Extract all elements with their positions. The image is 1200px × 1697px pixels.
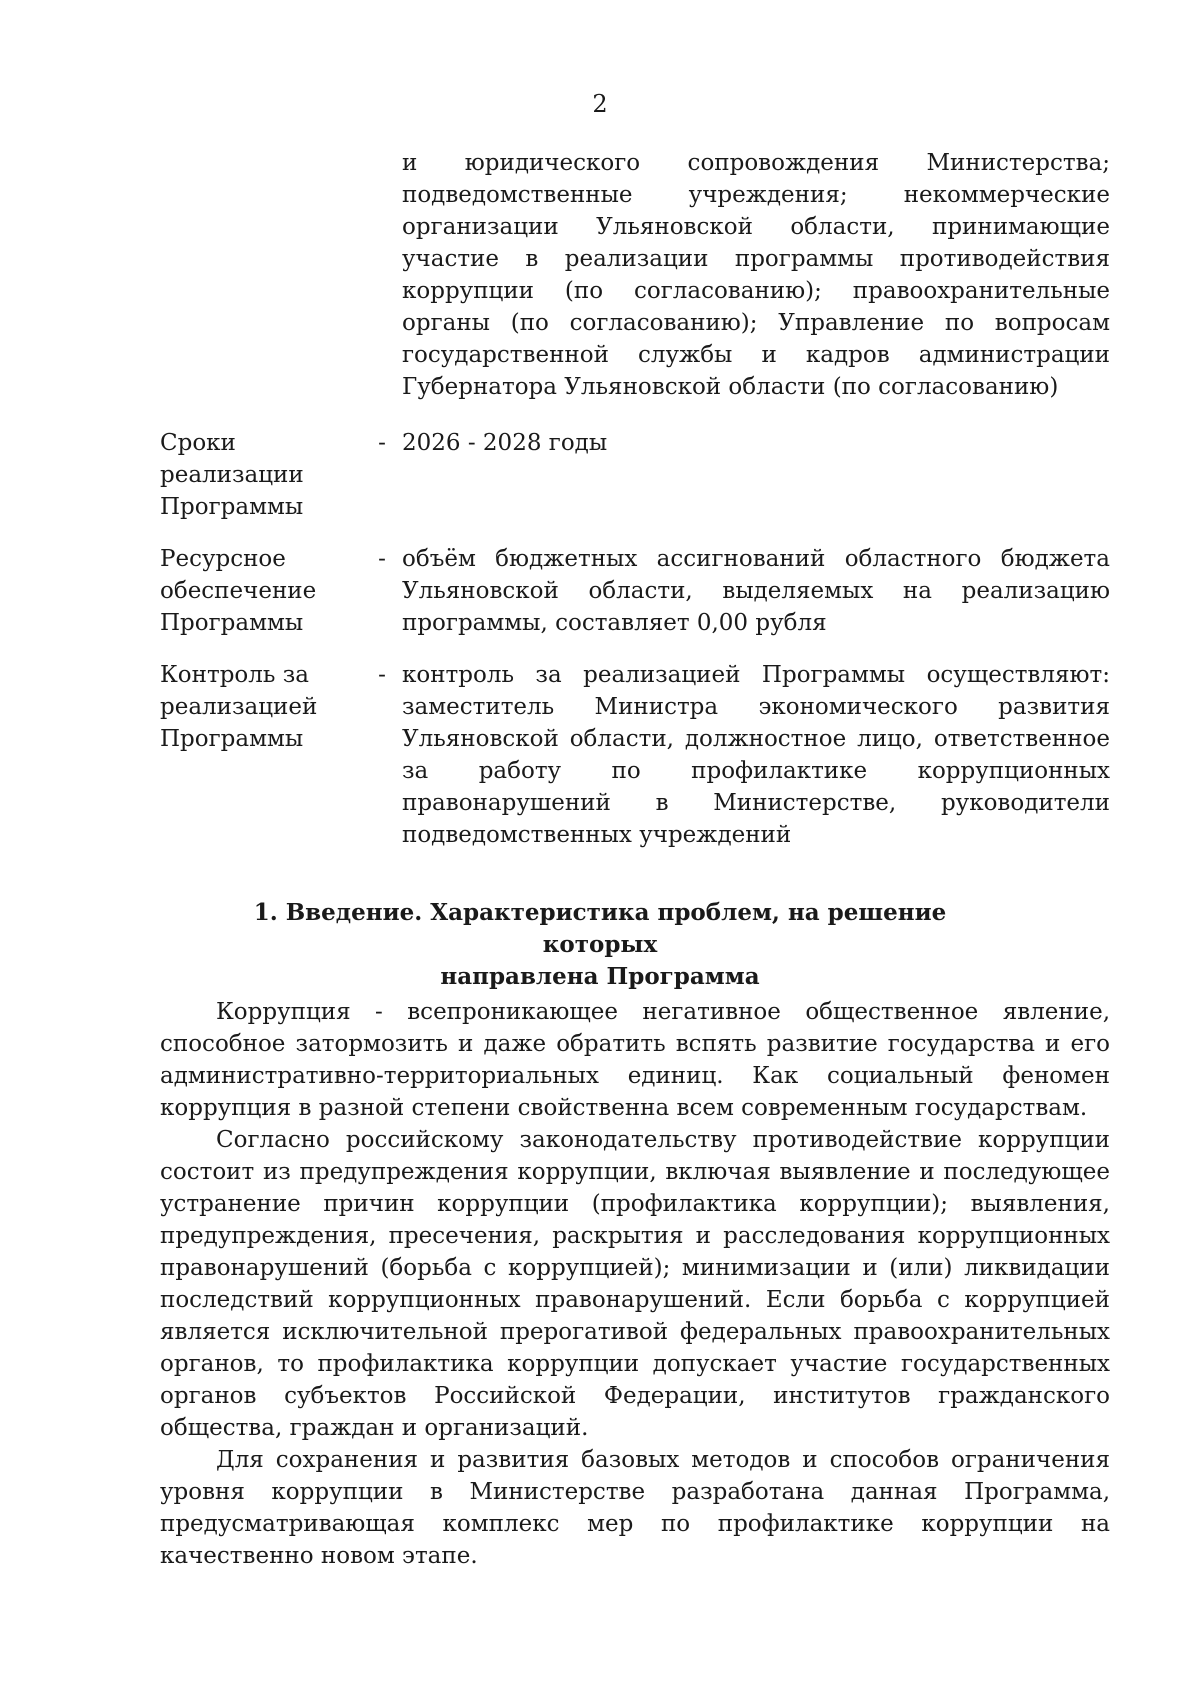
passport-value-control: контроль за реализацией Программы осуществляют: заместитель Министра экономического развития Ульяновской области, должностное лицо, ответственное за работу по профилактике коррупционных правонарушений в Министерстве, руководители подведомственных учреждений xyxy=(402,662,1110,848)
section-heading xyxy=(200,897,1000,993)
body-paragraph-1: Коррупция - всепроникающее негативное общественное явление, способное затормозить и даже обратить вспять развитие государства и его административно-территориальных единиц. Как социальный феномен коррупция в разной степени свойственна всем современным государствам. xyxy=(160,999,1110,1121)
passport-value-resources: объём бюджетных ассигнований областного бюджета Ульяновской области, выделяемых на реализацию программы, составляет 0,00 рубля xyxy=(402,546,1110,636)
section-body xyxy=(160,996,1110,1572)
passport-dash: - xyxy=(378,430,386,456)
passport-label-terms: Сроки реализации Программы xyxy=(160,430,304,520)
passport-label-resources: Ресурсное обеспечение Программы xyxy=(160,546,317,636)
passport-dash: - xyxy=(378,662,386,688)
section-heading-line-1: 1. Введение. Характеристика проблем, на решение которых xyxy=(253,899,947,958)
body-paragraph-3: Для сохранения и развития базовых методов и способов ограничения уровня коррупции в Министерстве разработана данная Программа, предусматривающая комплекс мер по профилактике коррупции на качественно новом этапе. xyxy=(160,1447,1110,1569)
passport-dash: - xyxy=(378,546,386,572)
body-paragraph-2: Согласно российскому законодательству противодействие коррупции состоит из предупреждения коррупции, включая выявление и последующее устранение причин коррупции (профилактика коррупции); выявления, предупреждения, пресечения, раскрытия и расследования коррупционных правонарушений (борьба с коррупцией); минимизации и (или) ликвидации последствий коррупционных правонарушений. Если борьба с коррупцией является исключительной прерогативой федеральных правоохранительных органов, то профилактика коррупции допускает участие государственных органов субъектов Российской Федерации, институтов гражданского общества, граждан и организаций. xyxy=(160,1127,1110,1441)
participants-continuation-text: и юридического сопровождения Министерства; подведомственные учреждения; некоммерческие организации Ульяновской области, принимающие участие в реализации программы противодействия коррупции (по согласованию); правоохранительные органы (по согласованию); Управление по вопросам государственной службы и кадров администрации Губернатора Ульяновской области (по согласованию) xyxy=(402,150,1110,400)
passport-label-control: Контроль за реализацией Программы xyxy=(160,662,318,752)
passport-value-terms: 2026 - 2028 годы xyxy=(402,430,608,456)
section-heading-line-2: направлена Программа xyxy=(440,963,760,990)
page-number: 2 xyxy=(592,90,608,118)
